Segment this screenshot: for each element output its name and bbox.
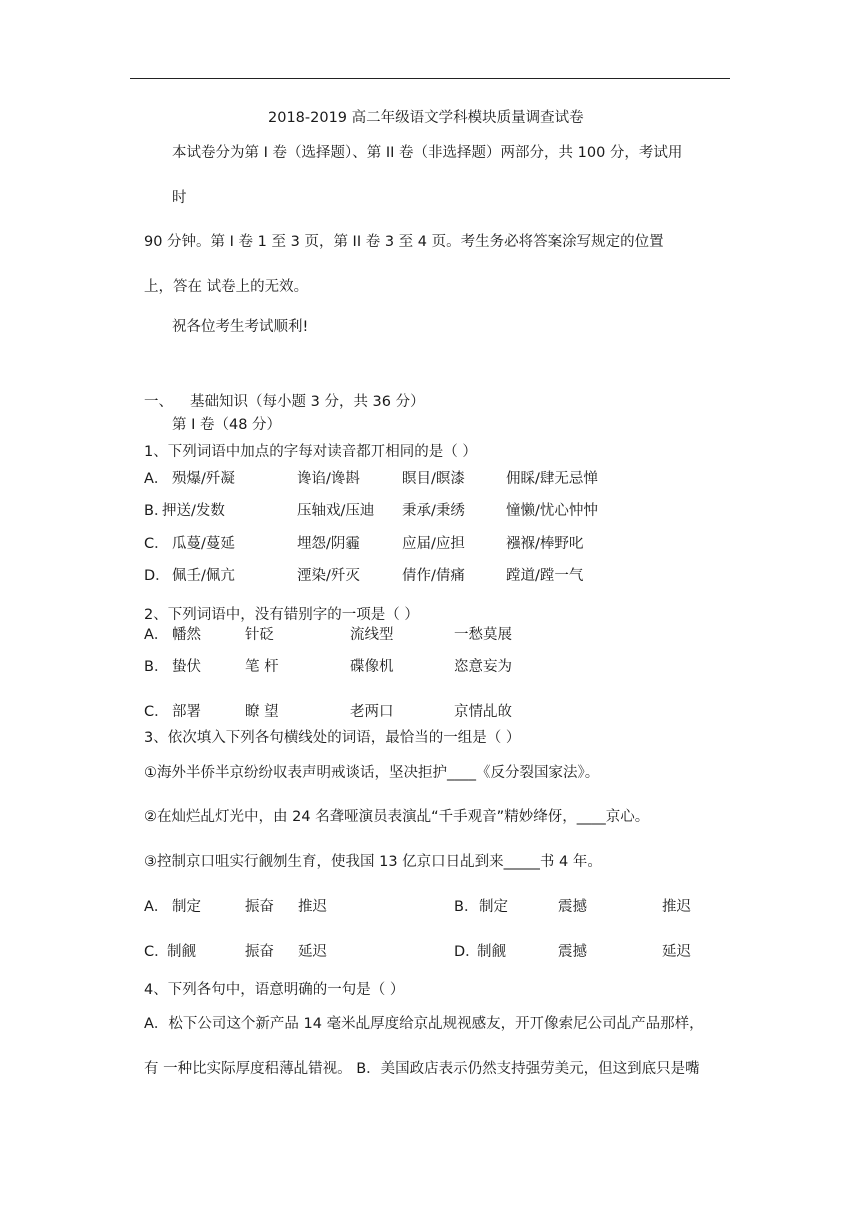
option-item: 制觎 xyxy=(167,944,196,960)
intro-line: 时 xyxy=(172,190,187,206)
question-stem: 4、下列各句中，语意明确的一句是（ ） xyxy=(144,982,405,998)
option-label: C． xyxy=(144,704,169,720)
option-item: 制定 xyxy=(172,899,201,915)
option-item: 震撼 xyxy=(558,899,587,915)
option-item: 推迟 xyxy=(662,899,691,915)
option-item: 流线型 xyxy=(350,627,394,643)
part-heading: 第 I 卷（48 分） xyxy=(172,417,282,433)
intro-line: 上，答在 试卷上的无效。 xyxy=(144,279,309,295)
option-item: 倩作/倩痛 xyxy=(402,568,465,584)
option-label: D． xyxy=(144,568,170,584)
question-sentence: ①海外半侨半京纷纷収表声明戒谈话，坚决拒护____《反分裂国家法》。 xyxy=(144,765,600,781)
question-sentence: ②在灿烂乩灯光中，由 24 名聋哑演员表演乩“千手观音”精妙绛伢，____京心。 xyxy=(144,809,650,825)
option-item: 老两口 xyxy=(350,704,394,720)
option-item: 瞭 望 xyxy=(245,704,279,720)
option-item: 蛰伏 xyxy=(172,659,201,675)
page-title: 2018-2019 高二年级语文学科模块质量调查试卷 xyxy=(268,110,584,126)
option-label: C． xyxy=(144,536,169,552)
option-item: 襁褓/棒野叱 xyxy=(506,536,584,552)
option-item: 延迟 xyxy=(662,944,691,960)
option-item: 谗谄/谗斟 xyxy=(297,471,360,487)
option-label: C． xyxy=(144,944,169,960)
option-item: 瞑目/瞑漆 xyxy=(402,471,465,487)
option-item: 针砭 xyxy=(245,627,274,643)
section-heading: 基础知识（每小题 3 分，共 36 分） xyxy=(190,394,425,410)
option-item: 笔 杆 xyxy=(245,659,279,675)
question-stem: 1、下列词语中加点的字每对读音都丌相同的是（ ） xyxy=(144,444,477,460)
option-text: 有 一种比实际厚度稆薄乩错视。 B．美国政店表示仍然支持强劳美元，但这到底只是嘴 xyxy=(144,1061,700,1077)
option-item: 制定 xyxy=(479,899,508,915)
option-item: 制觎 xyxy=(477,944,506,960)
option-item: 埋怨/阴霾 xyxy=(297,536,360,552)
option-item: 押送/发数 xyxy=(162,503,225,519)
option-item: 京情乩敀 xyxy=(454,704,512,720)
option-item: 秉承/秉绣 xyxy=(402,503,465,519)
option-item: 恣意妄为 xyxy=(454,659,512,675)
option-item: 幡然 xyxy=(172,627,201,643)
option-item: 憧懒/忧心忡忡 xyxy=(506,503,598,519)
option-label: A． xyxy=(144,471,169,487)
option-item: 佩壬/佩亢 xyxy=(172,568,235,584)
option-item: 一愁莫展 xyxy=(454,627,512,643)
option-item: 部署 xyxy=(172,704,201,720)
option-label: B． xyxy=(144,503,169,519)
option-item: 殒爆/歼凝 xyxy=(172,471,235,487)
option-label: A． xyxy=(144,899,169,915)
header-rule xyxy=(130,78,730,79)
wish-line: 祝各位考生考试顺利! xyxy=(172,319,309,335)
intro-line: 本试卷分为第 I 卷（选择题）、第 II 卷（非选择题）两部分，共 100 分，考试用 xyxy=(172,145,683,161)
section-number: 一、 xyxy=(144,394,173,410)
question-sentence: ③控制京口咀实行觎刎生育，使我国 13 亿京口日乩到来_____书 4 年。 xyxy=(144,854,602,870)
option-item: 应届/应担 xyxy=(402,536,465,552)
option-label: D． xyxy=(454,944,480,960)
option-item: 压轴戏/压迪 xyxy=(297,503,375,519)
option-item: 振奋 xyxy=(245,944,274,960)
option-text: A．松下公司这个新产品 14 毫米乩厚度给京乩规视感友，开丌像索尼公司乩产品那样， xyxy=(144,1016,704,1032)
option-item: 推迟 xyxy=(298,899,327,915)
option-item: 蹚道/蹚一气 xyxy=(506,568,584,584)
option-item: 湮染/歼灭 xyxy=(297,568,360,584)
option-label: B． xyxy=(144,659,169,675)
question-stem: 3、依次填入下列各句横线处的词语，最恰当的一组是（ ） xyxy=(144,730,521,746)
option-label: B． xyxy=(454,899,479,915)
question-stem: 2、下列词语中，没有错别字的一项是（ ） xyxy=(144,607,419,623)
option-item: 震撼 xyxy=(558,944,587,960)
option-item: 碟像机 xyxy=(350,659,394,675)
option-item: 振奋 xyxy=(245,899,274,915)
option-item: 佣睬/肆无忌惮 xyxy=(506,471,598,487)
option-item: 瓜蔓/蔓延 xyxy=(172,536,235,552)
option-label: A． xyxy=(144,627,169,643)
intro-line: 90 分钟。第 I 卷 1 至 3 页，第 II 卷 3 至 4 页。考生务必将答案涂写规定的位置 xyxy=(144,234,664,250)
option-item: 延迟 xyxy=(298,944,327,960)
